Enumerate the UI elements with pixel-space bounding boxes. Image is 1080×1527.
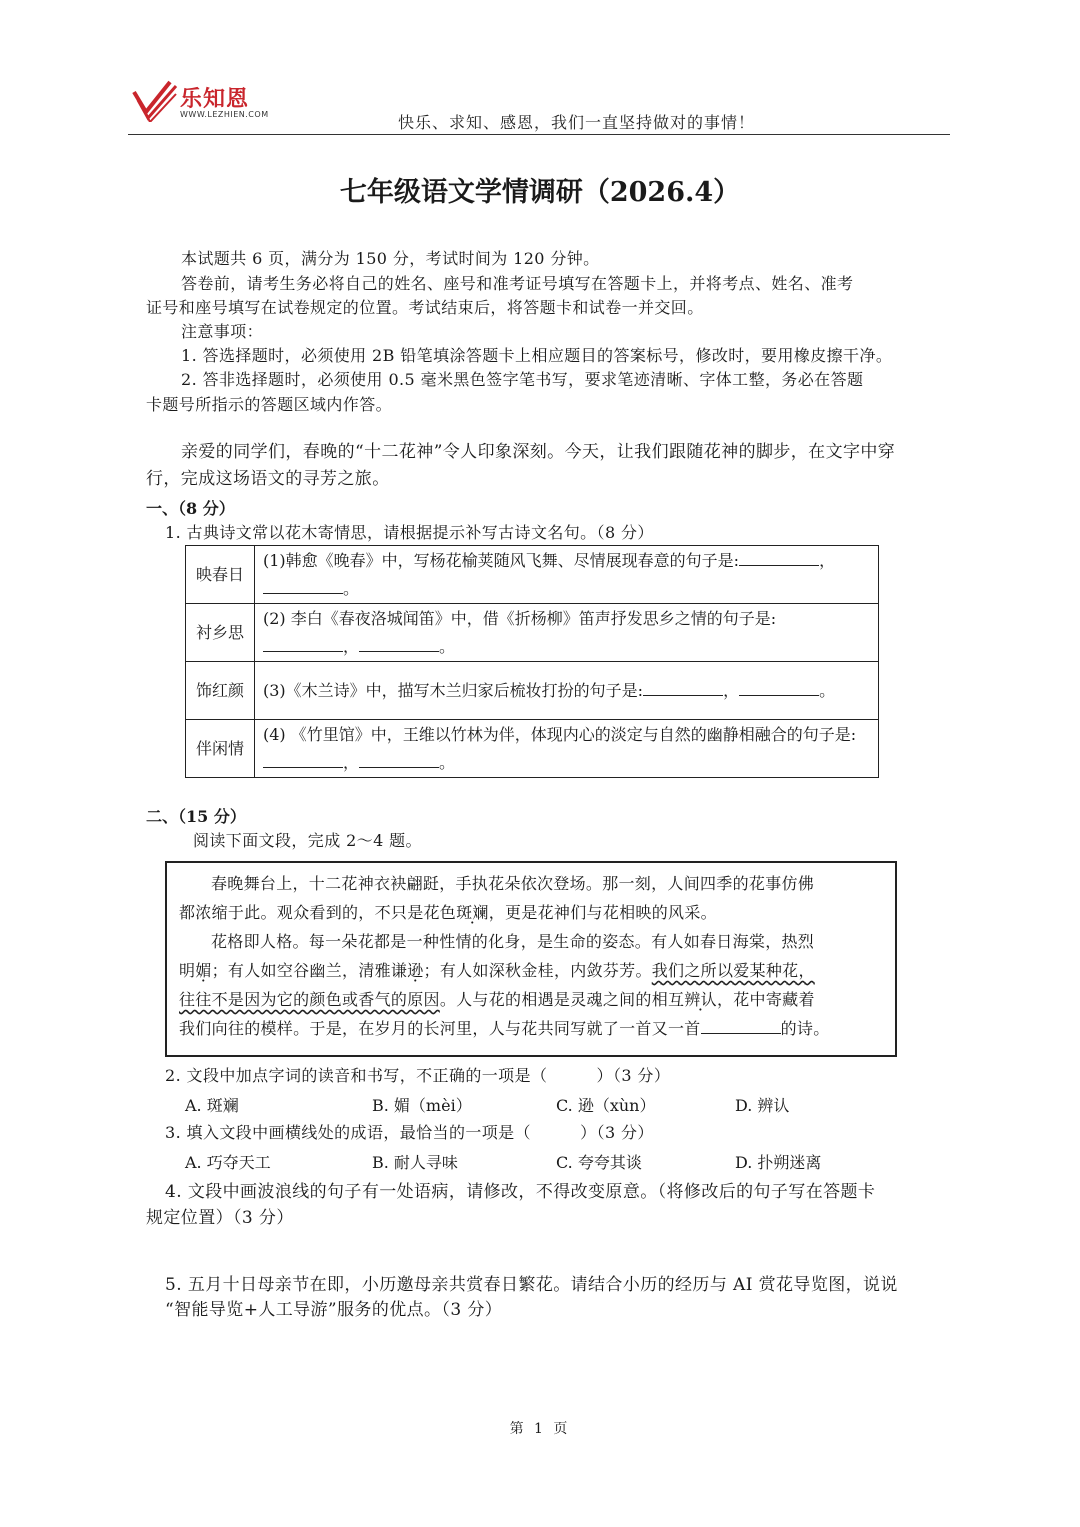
row-key: 衬乡思 <box>186 604 255 662</box>
intro-line-1: 亲爱的同学们，春晚的“十二花神”令人印象深刻。今天，让我们跟随花神的脚步，在文字中穿 <box>181 442 896 462</box>
answer-blank[interactable] <box>263 637 343 652</box>
prompt-end: 。 <box>819 680 836 700</box>
dotted-word: 逊 <box>407 961 424 980</box>
table-row <box>186 604 879 662</box>
reading-lead: 阅读下面文段，完成 2～4 题。 <box>193 831 422 850</box>
section-1-heading: 一、（8 分） <box>146 499 235 518</box>
row-key: 映春日 <box>186 546 255 604</box>
passage-line: 我们向往的模样。于是，在岁月的长河里，人与花共同写就了一首又一首 的诗。 <box>179 1019 830 1038</box>
passage-line: 花格即人格。每一朵花都是一种性情的化身，是生命的姿态。有人如春日海棠，热烈 <box>211 932 815 951</box>
prompt-end: 。 <box>439 752 456 772</box>
row-prompt: (2) 李白《春夜洛城闻笛》中，借《折杨柳》笛声抒发思乡之情的句子是: ， 。 <box>255 604 879 662</box>
header-slogan: 快乐、求知、感恩，我们一直坚持做对的事情！ <box>398 113 756 132</box>
table-row <box>186 662 879 720</box>
page-number: 第 1 页 <box>509 1421 571 1437</box>
answer-blank[interactable] <box>739 681 819 696</box>
row-prompt: (4) 《竹里馆》中，王维以竹林为伴，体现内心的淡定与自然的幽静相融合的句子是:， 。 <box>255 720 879 778</box>
note-2b: 卡题号所指示的答题区域内作答。 <box>146 395 393 414</box>
prompt-text: (4) 《竹里馆》中，王维以竹林为伴，体现内心的淡定与自然的幽静相融合的句子是: <box>263 724 857 744</box>
question-4-line-1: 4. 文段中画波浪线的句子有一处语病，请修改，不得改变原意。（将修改后的句子写在答题卡 <box>165 1182 876 1202</box>
instruction-line-1: 本试题共 6 页，满分为 150 分，考试时间为 120 分钟。 <box>181 249 600 268</box>
q2-option-d[interactable]: D. 辨认 <box>735 1096 790 1115</box>
q3-option-c[interactable]: C. 夸夸其谈 <box>556 1153 642 1172</box>
note-2a: 2. 答非选择题时，必须使用 0.5 毫米黑色签字笔书写，要求笔迹清晰、字体工整，务必在答题 <box>181 370 864 389</box>
prompt-text: (1)韩愈《晚春》中，写杨花榆荚随风飞舞、尽情展现春意的句子是: <box>263 550 740 570</box>
q3-option-d[interactable]: D. 扑朔迷离 <box>735 1153 822 1172</box>
question-2: 2. 文段中加点字词的读音和书写，不正确的一项是（ ）（3 分） <box>165 1066 671 1085</box>
question-3: 3. 填入文段中画横线处的成语，最恰当的一项是（ ）（3 分） <box>165 1123 654 1142</box>
answer-blank[interactable] <box>643 681 723 696</box>
passage-line: 春晚舞台上，十二花神衣袂翩跹，手执花朵依次登场。那一刻，人间四季的花事仿佛 <box>211 874 815 893</box>
answer-blank[interactable] <box>263 753 343 768</box>
prompt-end: 。 <box>439 636 456 656</box>
idiom-blank[interactable] <box>701 1019 781 1034</box>
row-key: 伴闲情 <box>186 720 255 778</box>
prompt-text: (3)《木兰诗》中，描写木兰归家后梳妆打扮的句子是: <box>263 680 644 700</box>
wavy-sentence: 我们之所以爱某种花， <box>651 961 815 980</box>
q2-option-c[interactable]: C. 逊（xùn） <box>556 1096 656 1115</box>
poetry-fill-table <box>185 545 879 778</box>
table-row <box>186 546 879 604</box>
prompt-end: 。 <box>343 578 360 598</box>
dotted-word: 斑斓 <box>456 903 489 922</box>
question-1: 1. 古典诗文常以花木寄情思，请根据提示补写古诗文名句。（8 分） <box>165 523 654 542</box>
wavy-sentence: 往往不是因为它的颜色或香气的原因 <box>179 990 440 1009</box>
logo-text: 乐知恩 <box>180 87 250 112</box>
logo-url: WWW.LEZHIEN.COM <box>180 110 269 119</box>
notes-heading: 注意事项： <box>181 322 264 341</box>
prompt-text: (2) 李白《春夜洛城闻笛》中，借《折杨柳》笛声抒发思乡之情的句子是: <box>263 608 777 628</box>
passage-line: 往往不是因为它的颜色或香气的原因。人与花的相遇是灵魂之间的相互辨认，花中寄藏着 <box>179 990 815 1009</box>
row-prompt: (3)《木兰诗》中，描写木兰归家后梳妆打扮的句子是: ， 。 <box>255 662 879 720</box>
q3-option-a[interactable]: A. 巧夺天工 <box>185 1153 271 1172</box>
question-4-line-2: 规定位置）（3 分） <box>146 1208 294 1228</box>
header-divider <box>128 134 950 135</box>
table-row <box>186 720 879 778</box>
q2-option-b[interactable]: B. 媚（mèi） <box>372 1096 472 1115</box>
answer-blank[interactable] <box>263 579 343 594</box>
passage-line: 明媚；有人如空谷幽兰，清雅谦逊；有人如深秋金桂，内敛芬芳。我们之所以爱某种花， <box>179 961 815 980</box>
section-2-heading: 二、（15 分） <box>146 807 246 826</box>
answer-blank[interactable] <box>739 551 819 566</box>
question-5-line-1: 5. 五月十日母亲节在即，小历邀母亲共赏春日繁花。请结合小历的经历与 AI 赏花导览图，说说 <box>165 1275 898 1295</box>
passage-line: 都浓缩于此。观众看到的，不只是花色斑斓，更是花神们与花相映的风采。 <box>179 903 717 922</box>
exam-title: 七年级语文学情调研（2026.4） <box>339 177 741 208</box>
instruction-line-2a: 答卷前，请考生务必将自己的姓名、座号和准考证号填写在答题卡上，并将考点、姓名、准考 <box>181 274 854 293</box>
q2-option-a[interactable]: A. 斑斓 <box>185 1096 239 1115</box>
row-prompt: (1)韩愈《晚春》中，写杨花榆荚随风飞舞、尽情展现春意的句子是: ， 。 <box>255 546 879 604</box>
answer-blank[interactable] <box>359 637 439 652</box>
q3-option-b[interactable]: B. 耐人寻味 <box>372 1153 458 1172</box>
row-key: 饰红颜 <box>186 662 255 720</box>
brand-logo <box>132 78 292 128</box>
intro-line-2: 行，完成这场语文的寻芳之旅。 <box>146 469 390 489</box>
reading-passage <box>165 861 897 1057</box>
dotted-word: 辨认 <box>684 990 717 1009</box>
note-1: 1. 答选择题时，必须使用 2B 铅笔填涂答题卡上相应题目的答案标号，修改时，要用橡皮擦干净。 <box>181 346 893 365</box>
answer-blank[interactable] <box>359 753 439 768</box>
instruction-line-2b: 证号和座号填写在试卷规定的位置。考试结束后，将答题卡和试卷一并交回。 <box>146 298 704 317</box>
question-5-line-2: “智能导览+人工导游”服务的优点。（3 分） <box>165 1300 503 1320</box>
dotted-word: 媚 <box>195 961 212 980</box>
logo-chevron-icon <box>132 78 178 122</box>
